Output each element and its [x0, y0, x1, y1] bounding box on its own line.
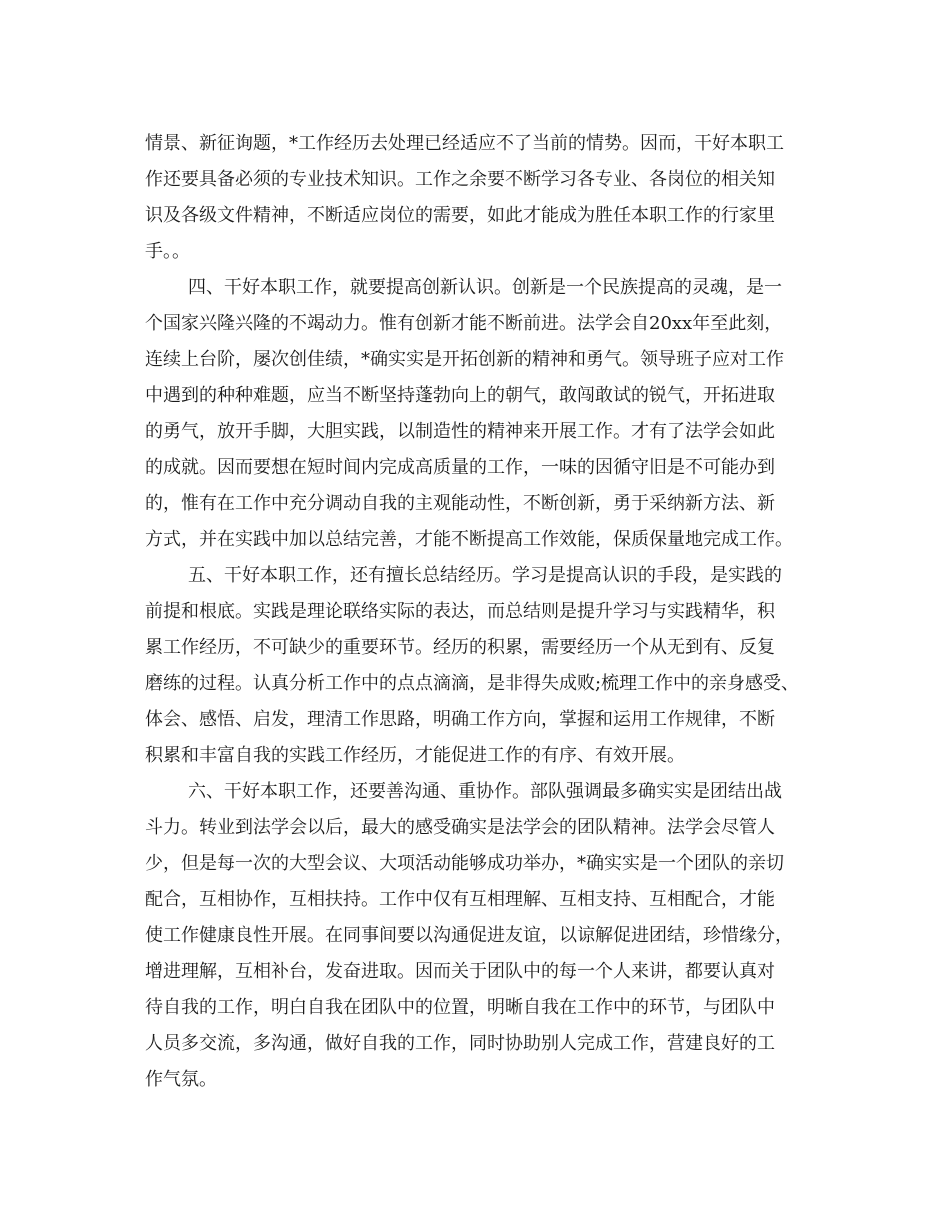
text-line: 识及各级文件精神，不断适应岗位的需要，如此才能成为胜任本职工作的行家里	[145, 205, 775, 226]
text-line: 增进理解，互相补台，发奋进取。因而关于团队中的每一个人来讲，都要认真对	[145, 961, 775, 982]
text-line: 作气氛。	[145, 1069, 217, 1090]
text-line: 的成就。因而要想在短时间内完成高质量的工作，一味的因循守旧是不可能办到	[145, 457, 775, 478]
text-line: 磨练的过程。认真分析工作中的点点滴滴，是非得失成败;梳理工作中的亲身感受、	[145, 673, 800, 694]
text-line: 使工作健康良性开展。在同事间要以沟通促进友谊，以谅解促进团结，珍惜缘分，	[145, 925, 793, 946]
text-line: 的勇气，放开手脚，大胆实践，以制造性的精神来开展工作。才有了法学会如此	[145, 421, 775, 442]
text-line: 积累和丰富自我的实践工作经历，才能促进工作的有序、有效开展。	[145, 745, 685, 766]
text-line: 中遇到的种种难题，应当不断坚持蓬勃向上的朝气，敢闯敢试的锐气，开拓进取	[145, 385, 775, 406]
text-line: 体会、感悟、启发，理清工作思路，明确工作方向，掌握和运用工作规律，不断	[145, 709, 775, 730]
paragraph-heading-line: 四、干好本职工作，就要提高创新认识。创新是一个民族提高的灵魂，是一	[188, 277, 782, 298]
document-body	[145, 126, 825, 1098]
text-line: 情景、新征询题，*工作经历去处理已经适应不了当前的情势。因而，干好本职工	[145, 133, 784, 154]
text-line: 少，但是每一次的大型会议、大项活动能够成功举办，*确实实是一个团队的亲切	[145, 853, 784, 874]
text-line: 待自我的工作，明白自我在团队中的位置，明晰自我在工作中的环节，与团队中	[145, 997, 775, 1018]
text-line: 作还要具备必须的专业技术知识。工作之余要不断学习各专业、各岗位的相关知	[145, 169, 775, 190]
text-line: 斗力。转业到法学会以后，最大的感受确实是法学会的团队精神。法学会尽管人	[145, 817, 775, 838]
text-line: 配合，互相协作，互相扶持。工作中仅有互相理解、互相支持、互相配合，才能	[145, 889, 775, 910]
text-line: 手。。	[145, 241, 190, 262]
text-line: 连续上台阶，屡次创佳绩，*确实实是开拓创新的精神和勇气。领导班子应对工作	[145, 349, 784, 370]
text-line: 个国家兴隆兴隆的不竭动力。惟有创新才能不断前进。法学会自20xx年至此刻，	[145, 313, 783, 334]
text-line: 前提和根底。实践是理论联络实际的表达，而总结则是提升学习与实践精华，积	[145, 601, 775, 622]
paragraph-heading-line: 六、干好本职工作，还要善沟通、重协作。部队强调最多确实实是团结出战	[188, 781, 782, 802]
paragraph-heading-line: 五、干好本职工作，还有擅长总结经历。学习是提高认识的手段，是实践的	[188, 565, 782, 586]
text-line: 的，惟有在工作中充分调动自我的主观能动性，不断创新，勇于采纳新方法、新	[145, 493, 775, 514]
text-line: 累工作经历，不可缺少的重要环节。经历的积累，需要经历一个从无到有、反复	[145, 637, 775, 658]
text-line: 方式，并在实践中加以总结完善，才能不断提高工作效能，保质保量地完成工作。	[145, 529, 793, 550]
text-line: 人员多交流，多沟通，做好自我的工作，同时协助别人完成工作，营建良好的工	[145, 1033, 775, 1054]
